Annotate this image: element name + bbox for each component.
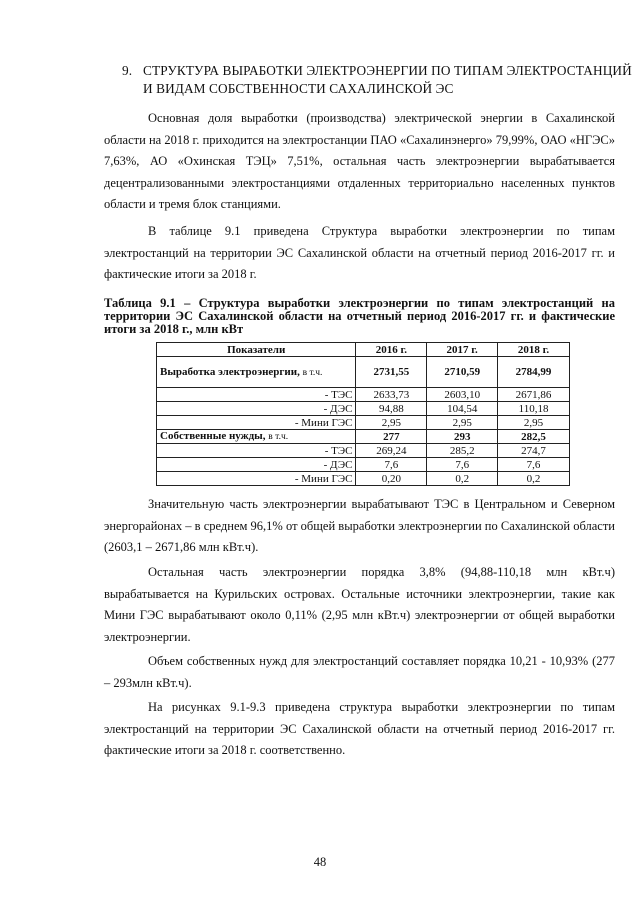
page-number: 48 xyxy=(313,855,327,869)
cell-2016: 2731,55 xyxy=(356,357,427,388)
paragraph-tes-share: Значительную часть электроэнергии вырабатывают ТЭС в Центральном и Северном энергорайонах – в среднем 96,1% от общей выработки электроэнергии по Сахалинской области (2603,1 – 2671,86 млн кВт.ч). xyxy=(104,497,615,554)
cell-2016: 2633,73 xyxy=(356,388,427,402)
cell-2017: 2710,59 xyxy=(427,357,498,388)
row-label: - Мини ГЭС xyxy=(157,472,356,486)
row-label: Выработка электроэнергии, в т.ч. xyxy=(157,357,356,388)
cell-2018: 2671,86 xyxy=(498,388,570,402)
table-row xyxy=(157,458,570,472)
cell-2017: 2,95 xyxy=(427,416,498,430)
cell-2018: 2,95 xyxy=(498,416,570,430)
cell-2017: 7,6 xyxy=(427,458,498,472)
table-row xyxy=(157,416,570,430)
header-2017: 2017 г. xyxy=(427,343,498,357)
cell-2016: 277 xyxy=(356,430,427,444)
header-2016: 2016 г. xyxy=(356,343,427,357)
cell-2017: 285,2 xyxy=(427,444,498,458)
row-label: - ТЭС xyxy=(157,444,356,458)
section-number: 9. xyxy=(122,63,133,78)
table-row xyxy=(157,357,570,388)
row-label: - ТЭС xyxy=(157,388,356,402)
generation-structure-table xyxy=(156,342,570,486)
row-label: Собственные нужды, в т.ч. xyxy=(157,430,356,444)
cell-2018: 0,2 xyxy=(498,472,570,486)
table-row xyxy=(157,472,570,486)
table-row xyxy=(157,444,570,458)
cell-2017: 104,54 xyxy=(427,402,498,416)
row-label: - ДЭС xyxy=(157,458,356,472)
header-indicator: Показатели xyxy=(157,343,356,357)
cell-2018: 110,18 xyxy=(498,402,570,416)
cell-2016: 0,20 xyxy=(356,472,427,486)
section-title-line2: И ВИДАМ СОБСТВЕННОСТИ САХАЛИНСКОЙ ЭС xyxy=(143,81,454,96)
cell-2018: 7,6 xyxy=(498,458,570,472)
cell-2017: 0,2 xyxy=(427,472,498,486)
cell-2016: 269,24 xyxy=(356,444,427,458)
cell-2018: 282,5 xyxy=(498,430,570,444)
cell-2018: 274,7 xyxy=(498,444,570,458)
section-title-line1: СТРУКТУРА ВЫРАБОТКИ ЭЛЕКТРОЭНЕРГИИ ПО ТИПАМ ЭЛЕКТРОСТАНЦИЙ xyxy=(143,63,632,78)
paragraph-table-ref: В таблице 9.1 приведена Структура выработки электроэнергии по типам электростанций на территории ЭС Сахалинской области на отчетный период 2016-2017 гг. и фактические итоги за 2018 г. xyxy=(104,224,615,281)
table-header-row xyxy=(157,343,570,357)
row-label: - ДЭС xyxy=(157,402,356,416)
table-caption: Таблица 9.1 – Структура выработки электроэнергии по типам электростанций на территории ЭС Сахалинской области на отчетный период 2016-2017 гг. и фактические итоги за 2018 г., млн кВт xyxy=(104,296,615,336)
cell-2017: 293 xyxy=(427,430,498,444)
row-label: - Мини ГЭС xyxy=(157,416,356,430)
header-2018: 2018 г. xyxy=(498,343,570,357)
cell-2016: 2,95 xyxy=(356,416,427,430)
cell-2017: 2603,10 xyxy=(427,388,498,402)
paragraph-own-needs: Объем собственных нужд для электростанций составляет порядка 10,21 - 10,93% (277 – 293млн кВт.ч). xyxy=(104,654,615,690)
paragraph-kuril-share: Остальная часть электроэнергии порядка 3,8% (94,88-110,18 млн кВт.ч) вырабатывается на Курильских островах. Остальные источники электроэнергии, такие как Мини ГЭС вырабатывают около 0,11% (2,95 млн кВт.ч) электроэнергии от общей выработки электроэнергии. xyxy=(104,565,615,644)
table-row xyxy=(157,402,570,416)
table-row xyxy=(157,388,570,402)
cell-2016: 7,6 xyxy=(356,458,427,472)
table-row xyxy=(157,430,570,444)
cell-2018: 2784,99 xyxy=(498,357,570,388)
paragraph-intro: Основная доля выработки (производства) электрической энергии в Сахалинской области на 2018 г. приходится на электростанции ПАО «Сахалинэнерго» 79,99%, ОАО «НГЭС» 7,63%, АО «Охинская ТЭЦ» 7,51%, остальная часть электроэнергии вырабатывается децентрализованными электростанциями отдаленных территориально населенных пунктов области и тремя блок станциями. xyxy=(104,111,615,211)
paragraph-figures-ref: На рисунках 9.1-9.3 приведена структура выработки электроэнергии по типам электростанций на территории ЭС Сахалинской области на отчетный период 2016-2017 гг. фактические итоги за 2018 г. соответственно. xyxy=(104,700,615,757)
cell-2016: 94,88 xyxy=(356,402,427,416)
